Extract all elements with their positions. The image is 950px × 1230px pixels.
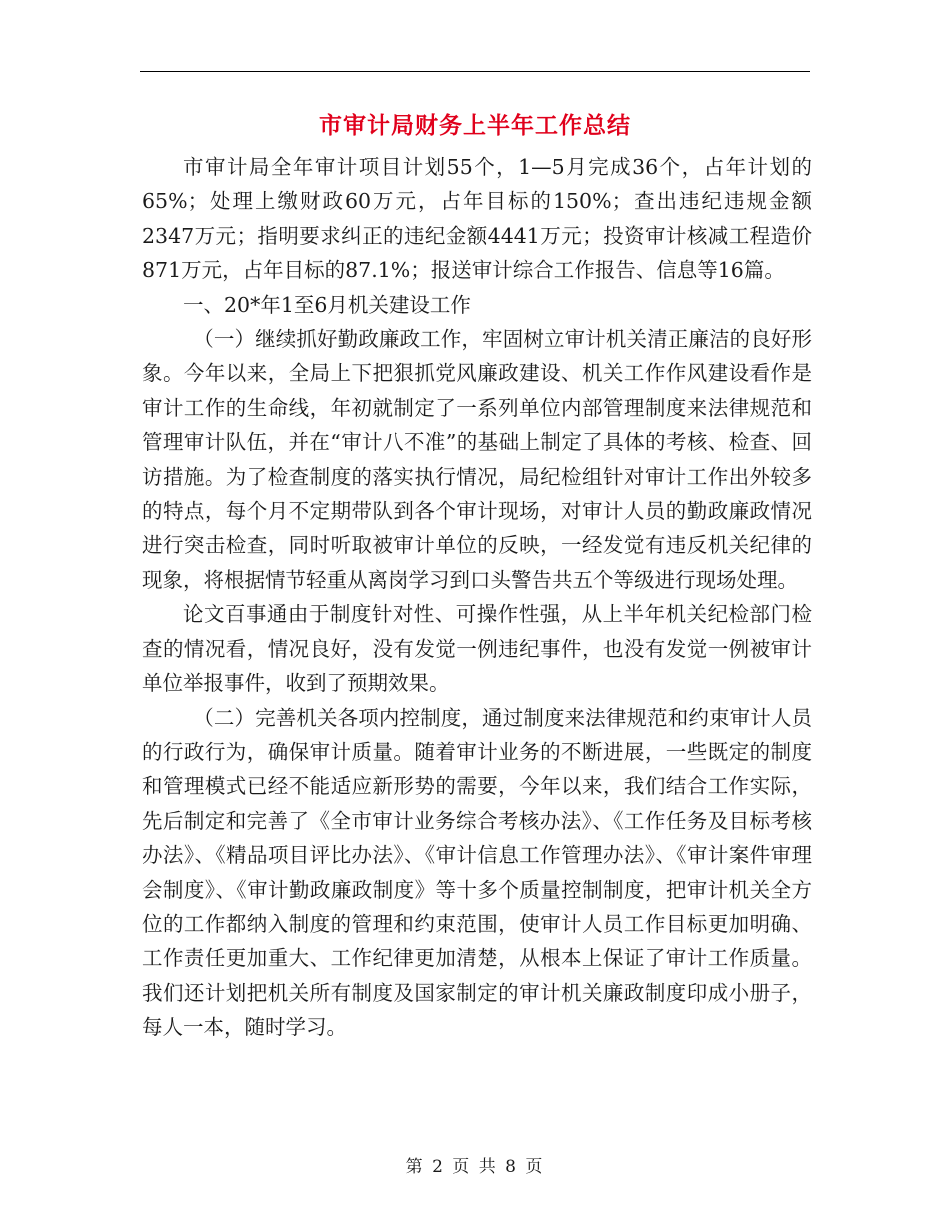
- paragraph-subsection-1: （一）继续抓好勤政廉政工作，牢固树立审计机关清正廉洁的良好形象。今年以来，全局上下把狠抓党风廉政建设、机关工作作风建设看作是审计工作的生命线，年初就制定了一系列单位内部管理制度来法律规范和管理审计队伍，并在“审计八不准”的基础上制定了具体的考核、检查、回访措施。为了检查制度的落实执行情况，局纪检组针对审计工作出外较多的特点，每个月不定期带队到各个审计现场，对审计人员的勤政廉政情况进行突击检查，同时听取被审计单位的反映，一经发觉有违反机关纪律的现象，将根据情节轻重从离岗学习到口头警告共五个等级进行现场处理。: [142, 327, 812, 592]
- document-title: 市审计局财务上半年工作总结: [319, 112, 631, 139]
- page-footer: [0, 1152, 950, 1177]
- document-body: [142, 150, 812, 1045]
- page-number: 第 2 页 共 8 页: [405, 1157, 545, 1177]
- paragraph-summary: 市审计局全年审计项目计划55个，1—5月完成36个，占年计划的65%；处理上缴财政60万元，占年目标的150%；查出违纪违规金额2347万元；指明要求纠正的违纪金额4441万元；投资审计核减工程造价871万元，占年目标的87.1%；报送审计综合工作报告、信息等16篇。: [142, 155, 812, 283]
- paragraph-result: 论文百事通由于制度针对性、可操作性强，从上半年机关纪检部门检查的情况看，情况良好，没有发觉一例违纪事件，也没有发觉一例被审计单位举报事件，收到了预期效果。: [142, 602, 812, 696]
- header-rule: [140, 71, 810, 72]
- paragraph-subsection-2: （二）完善机关各项内控制度，通过制度来法律规范和约束审计人员的行政行为，确保审计质量。随着审计业务的不断进展，一些既定的制度和管理模式已经不能适应新形势的需要，今年以来，我们结合工作实际，先后制定和完善了《全市审计业务综合考核办法》、《工作任务及目标考核办法》、《精品项目评比办法》、《审计信息工作管理办法》、《审计案件审理会制度》、《审计勤政廉政制度》等十多个质量控制制度，把审计机关全方位的工作都纳入制度的管理和约束范围，使审计人员工作目标更加明确、工作责任更加重大、工作纪律更加清楚，从根本上保证了审计工作质量。我们还计划把机关所有制度及国家制定的审计机关廉政制度印成小册子，每人一本，随时学习。: [142, 705, 812, 1040]
- section-heading: 一、20*年1至6月机关建设工作: [183, 292, 471, 317]
